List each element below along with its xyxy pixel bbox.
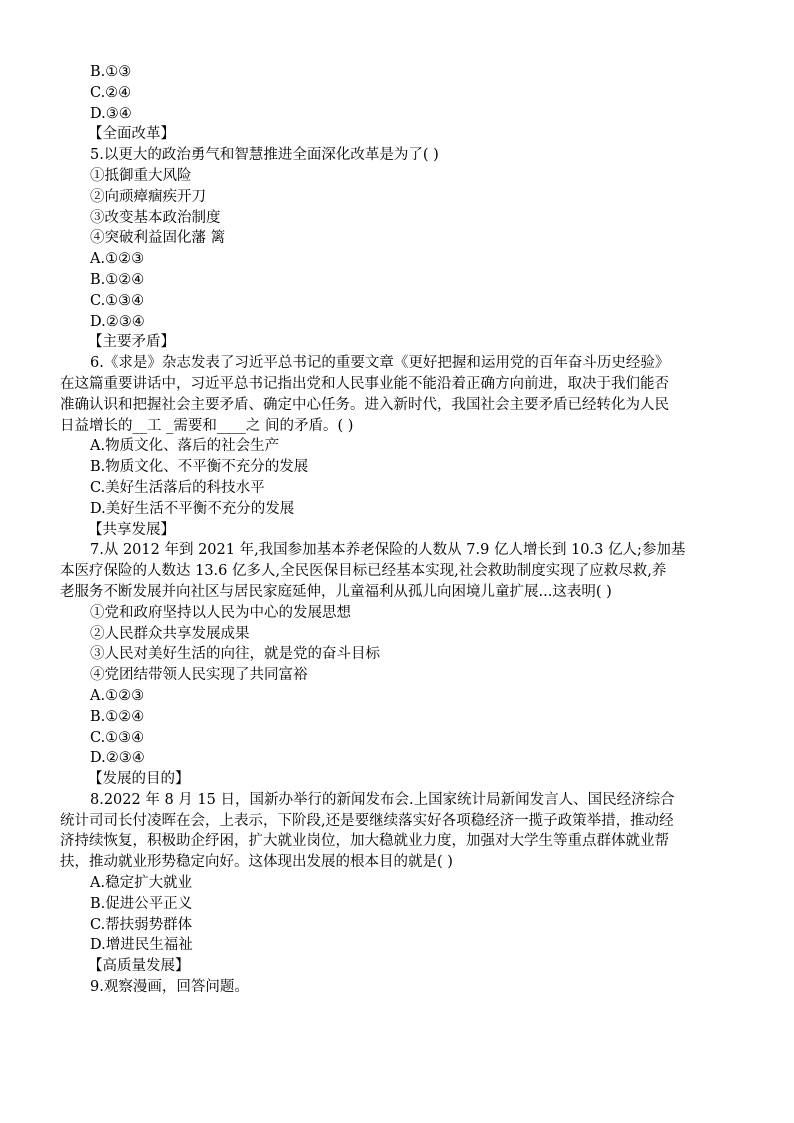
q6-option-d: D.美好生活不平衡不充分的发展 (90, 500, 295, 517)
q4-option-c: C.②④ (90, 84, 132, 101)
q8-option-a: A.稳定扩大就业 (90, 875, 193, 892)
q4-option-d: D.③④ (90, 105, 132, 122)
section-heading-reform: 【全面改革】 (88, 126, 175, 143)
q7-item-4: ④党团结带领人民实现了共同富裕 (90, 667, 308, 684)
q6-stem-line-4: 日益增长的__工 _需要和____之 间的矛盾。( ) (60, 417, 354, 434)
q5-stem: 5.以更大的政治勇气和智慧推进全面深化改革是为了( ) (90, 147, 439, 164)
q5-item-4: ④突破利益固化藩 篱 (90, 230, 226, 247)
q6-stem-line-2: 在这篇重要讲话中，习近平总书记指出党和人民事业能不能沿着正确方向前进，取决于我们能否 (60, 375, 669, 392)
q5-item-1: ①抵御重大风险 (90, 167, 192, 184)
q5-item-3: ③改变基本政治制度 (90, 209, 221, 226)
q8-stem-line-4: 扶，推动就业形势稳定向好。这体现出发展的根本目的就是( ) (60, 854, 453, 871)
q7-item-1: ①党和政府坚持以人民为中心的发展思想 (90, 604, 351, 621)
q4-option-b: B.①③ (90, 64, 132, 80)
question-content (60, 62, 750, 998)
q8-option-b: B.促进公平正义 (90, 895, 193, 912)
q7-stem-line-1: 7.从 2012 年到 2021 年,我国参加基本养老保险的人数从 7.9 亿人增长到 10.3 亿人;参加基 (90, 542, 686, 559)
section-heading-purpose-of-development: 【发展的目的】 (88, 771, 190, 788)
q8-stem-line-2: 统计司司长付凌晖在会，上表示，下阶段,还是要继续落实好各项稳经济一揽子政策举措，推动经 (60, 812, 674, 829)
q7-stem-line-3: 老服务不断发展并向社区与居民家庭延伸，儿童福利从孤儿向困境儿童扩展...这表明( ) (60, 583, 612, 600)
q6-option-b: B.物质文化、不平衡不充分的发展 (90, 459, 309, 476)
q6-stem-line-3: 准确认识和把握社会主要矛盾、确定中心任务。进入新时代，我国社会主要矛盾已经转化为人民 (60, 396, 669, 413)
q8-stem-line-3: 济持续恢复，积极助企纾困，扩大就业岗位，加大稳就业力度，加强对大学生等重点群体就业帮 (60, 833, 669, 850)
q5-option-c: C.①③④ (90, 292, 145, 309)
q5-option-a: A.①②③ (90, 251, 145, 268)
q5-item-2: ②向顽瘴痼疾开刀 (90, 188, 206, 205)
q7-option-b: B.①②④ (90, 708, 145, 725)
q7-option-c: C.①③④ (90, 729, 145, 746)
q7-option-a: A.①②③ (90, 687, 145, 704)
q5-option-b: B.①②④ (90, 271, 145, 288)
q6-option-c: C.美好生活落后的科技水平 (90, 479, 265, 496)
section-heading-main-contradiction: 【主要矛盾】 (88, 334, 175, 351)
q6-stem-line-1: 6.《求是》杂志发表了习近平总书记的重要文章《更好把握和运用党的百年奋斗历史经验》 (90, 355, 670, 372)
section-heading-shared-development: 【共享发展】 (88, 521, 175, 538)
q7-option-d: D.②③④ (90, 750, 145, 767)
q7-stem-line-2: 本医疗保险的人数达 13.6 亿多人,全民医保目标已经基本实现,社会救助制度实现了应救尽救,养 (60, 563, 667, 580)
section-heading-high-quality-development: 【高质量发展】 (88, 958, 190, 975)
q6-option-a: A.物质文化、落后的社会生产 (90, 438, 280, 455)
q7-item-2: ②人民群众共享发展成果 (90, 625, 250, 642)
q8-option-c: C.帮扶弱势群体 (90, 916, 193, 933)
q5-option-d: D.②③④ (90, 313, 145, 330)
q9-stem: 9.观察漫画，回答问题。 (90, 979, 249, 996)
q7-item-3: ③人民对美好生活的向往，就是党的奋斗目标 (90, 646, 380, 663)
q8-option-d: D.增进民生福祉 (90, 937, 193, 954)
q8-stem-line-1: 8.2022 年 8 月 15 日，国新办举行的新闻发布会.上国家统计局新闻发言人、国民经济综合 (90, 791, 675, 808)
